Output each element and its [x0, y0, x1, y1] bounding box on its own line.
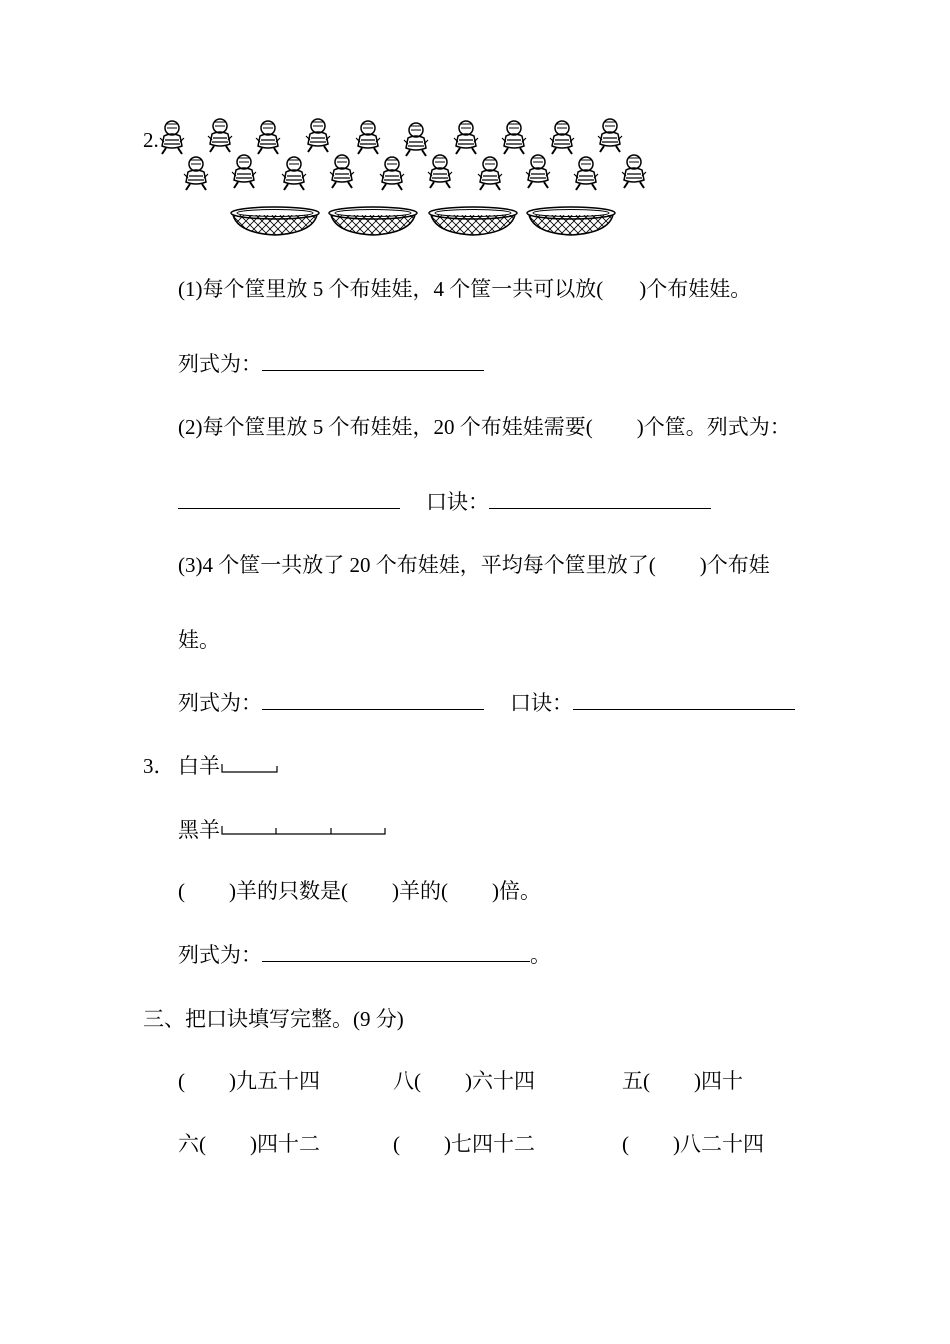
white-sheep-label: 白羊	[178, 754, 220, 778]
question-number-2: 2.	[143, 128, 159, 152]
white-sheep-bar	[221, 760, 281, 774]
part-1-text-end: )个布娃娃。	[639, 277, 752, 301]
koujue-item: ( )七四十二	[393, 1132, 535, 1156]
koujue-blank[interactable]	[489, 488, 711, 509]
section-3-title: 三、把口诀填写完整。(9 分)	[143, 1007, 404, 1031]
question-3-statement: ( )羊的只数是( )羊的( )倍。	[178, 879, 541, 903]
part-3-formula-line	[178, 689, 795, 717]
part-3-text-end: )个布娃	[699, 553, 770, 577]
part-2-text: (2)每个筐里放 5 个布娃娃，20 个布娃娃需要(	[178, 415, 593, 439]
koujue-item: 六( )四十二	[178, 1132, 320, 1156]
black-sheep-bar	[221, 822, 391, 836]
question-2-part-2	[178, 413, 791, 441]
black-sheep-label: 黑羊	[178, 818, 220, 842]
koujue-item: 八( )六十四	[393, 1069, 535, 1093]
formula-label: 列式为：	[178, 943, 262, 967]
baskets-illustration	[230, 205, 625, 240]
koujue-item: ( )九五十四	[178, 1069, 320, 1093]
question-3-formula-line: 列式为： 。	[178, 943, 551, 967]
part-1-formula-line	[178, 350, 484, 378]
part-3-text: (3)4 个筐一共放了 20 个布娃娃，平均每个筐里放了(	[178, 553, 656, 577]
basket-icon	[231, 207, 319, 235]
koujue-label: 口诀：	[426, 490, 489, 514]
question-2-part-3	[178, 551, 770, 579]
koujue-blank[interactable]	[573, 689, 795, 710]
part-2-formula-line	[178, 488, 711, 516]
koujue-item: 五( )四十	[622, 1069, 743, 1093]
formula-label: 列式为：	[178, 691, 262, 715]
part-3-text-wrap: 娃。	[178, 628, 220, 652]
formula-blank[interactable]	[262, 689, 484, 710]
question-number-3: 3．	[143, 754, 175, 778]
part-1-text: (1)每个筐里放 5 个布娃娃，4 个筐一共可以放(	[178, 277, 604, 301]
koujue-item: ( )八二十四	[622, 1132, 764, 1156]
koujue-label: 口诀：	[510, 691, 573, 715]
formula-label: 列式为：	[178, 352, 262, 376]
formula-blank[interactable]	[262, 350, 484, 371]
formula-blank[interactable]	[178, 488, 400, 509]
question-2-part-1	[178, 275, 751, 303]
dolls-illustration	[160, 118, 660, 198]
doll-icon	[160, 121, 184, 154]
part-2-text-end: )个筐。列式为：	[636, 415, 791, 439]
formula-blank[interactable]	[262, 941, 530, 962]
